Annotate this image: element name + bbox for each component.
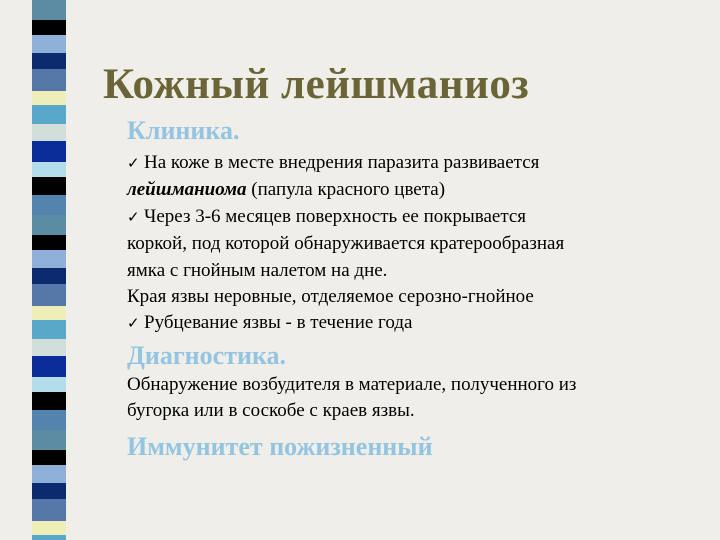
stripe-segment <box>32 320 66 339</box>
stripe-segment <box>32 69 66 91</box>
stripe-segment <box>32 105 66 124</box>
stripe-segment <box>32 410 66 430</box>
plain-text-line: Края язвы неровные, отделяемое серозно-гнойное <box>127 286 534 308</box>
stripe-segment <box>32 91 66 105</box>
stripe-segment <box>32 215 66 235</box>
bullet-1-text-cont: (папула красного цвета) <box>246 179 446 201</box>
stripe-segment <box>32 124 66 141</box>
bullet-2-line-3: ямка с гнойным налетом на дне. <box>127 259 388 281</box>
section-heading-diagnostics: Диагностика. <box>127 340 287 370</box>
stripe-segment <box>32 483 66 499</box>
stripe-segment <box>32 339 66 356</box>
stripe-segment <box>32 499 66 521</box>
section-heading-clinic: Клиника. <box>127 116 240 145</box>
stripe-segment <box>32 250 66 268</box>
section-heading-immunity: Иммунитет пожизненный <box>127 431 433 461</box>
stripe-segment <box>32 521 66 535</box>
checkmark-icon: ✓ <box>127 209 140 226</box>
checkmark-icon: ✓ <box>127 316 140 333</box>
stripe-segment <box>32 465 66 483</box>
diagnostics-line-1: Обнаружение возбудителя в материале, полученного из <box>127 373 577 395</box>
bullet-item-1 <box>127 150 712 204</box>
stripe-segment <box>32 535 66 540</box>
stripe-segment <box>32 0 66 20</box>
slide-content <box>127 115 712 463</box>
stripe-segment <box>32 235 66 250</box>
bullet-3-text: Рубцевание язвы - в течение года <box>144 312 413 334</box>
stripe-segment <box>32 430 66 450</box>
stripe-segment <box>32 141 66 162</box>
stripe-segment <box>32 268 66 284</box>
stripe-segment <box>32 356 66 377</box>
stripe-segment <box>32 35 66 53</box>
stripe-segment <box>32 306 66 320</box>
bullet-2-line-1: Через 3-6 месяцев поверхность ее покрывается <box>144 205 527 227</box>
stripe-segment <box>32 392 66 410</box>
stripe-segment <box>32 53 66 69</box>
checkmark-icon: ✓ <box>127 156 140 172</box>
slide-title: Кожный лейшманиоз <box>103 61 530 108</box>
bullet-item-2 <box>127 204 712 284</box>
diagnostics-line-2: бугорка или в соскобе с краев язвы. <box>127 400 415 422</box>
stripe-segment <box>32 177 66 195</box>
diagnostics-text <box>127 372 712 425</box>
decorative-stripe <box>32 0 66 540</box>
stripe-segment <box>32 195 66 215</box>
stripe-segment <box>32 162 66 177</box>
stripe-segment <box>32 20 66 35</box>
stripe-segment <box>32 377 66 392</box>
bullet-2-line-2: коркой, под которой обнаруживается кратерообразная <box>127 233 565 255</box>
bullet-1-term: лейшманиома <box>127 179 247 201</box>
bullet-1-text: На коже в месте внедрения паразита развивается <box>144 152 540 173</box>
stripe-segment <box>32 450 66 465</box>
bullet-item-3 <box>127 310 712 337</box>
stripe-segment <box>32 284 66 306</box>
